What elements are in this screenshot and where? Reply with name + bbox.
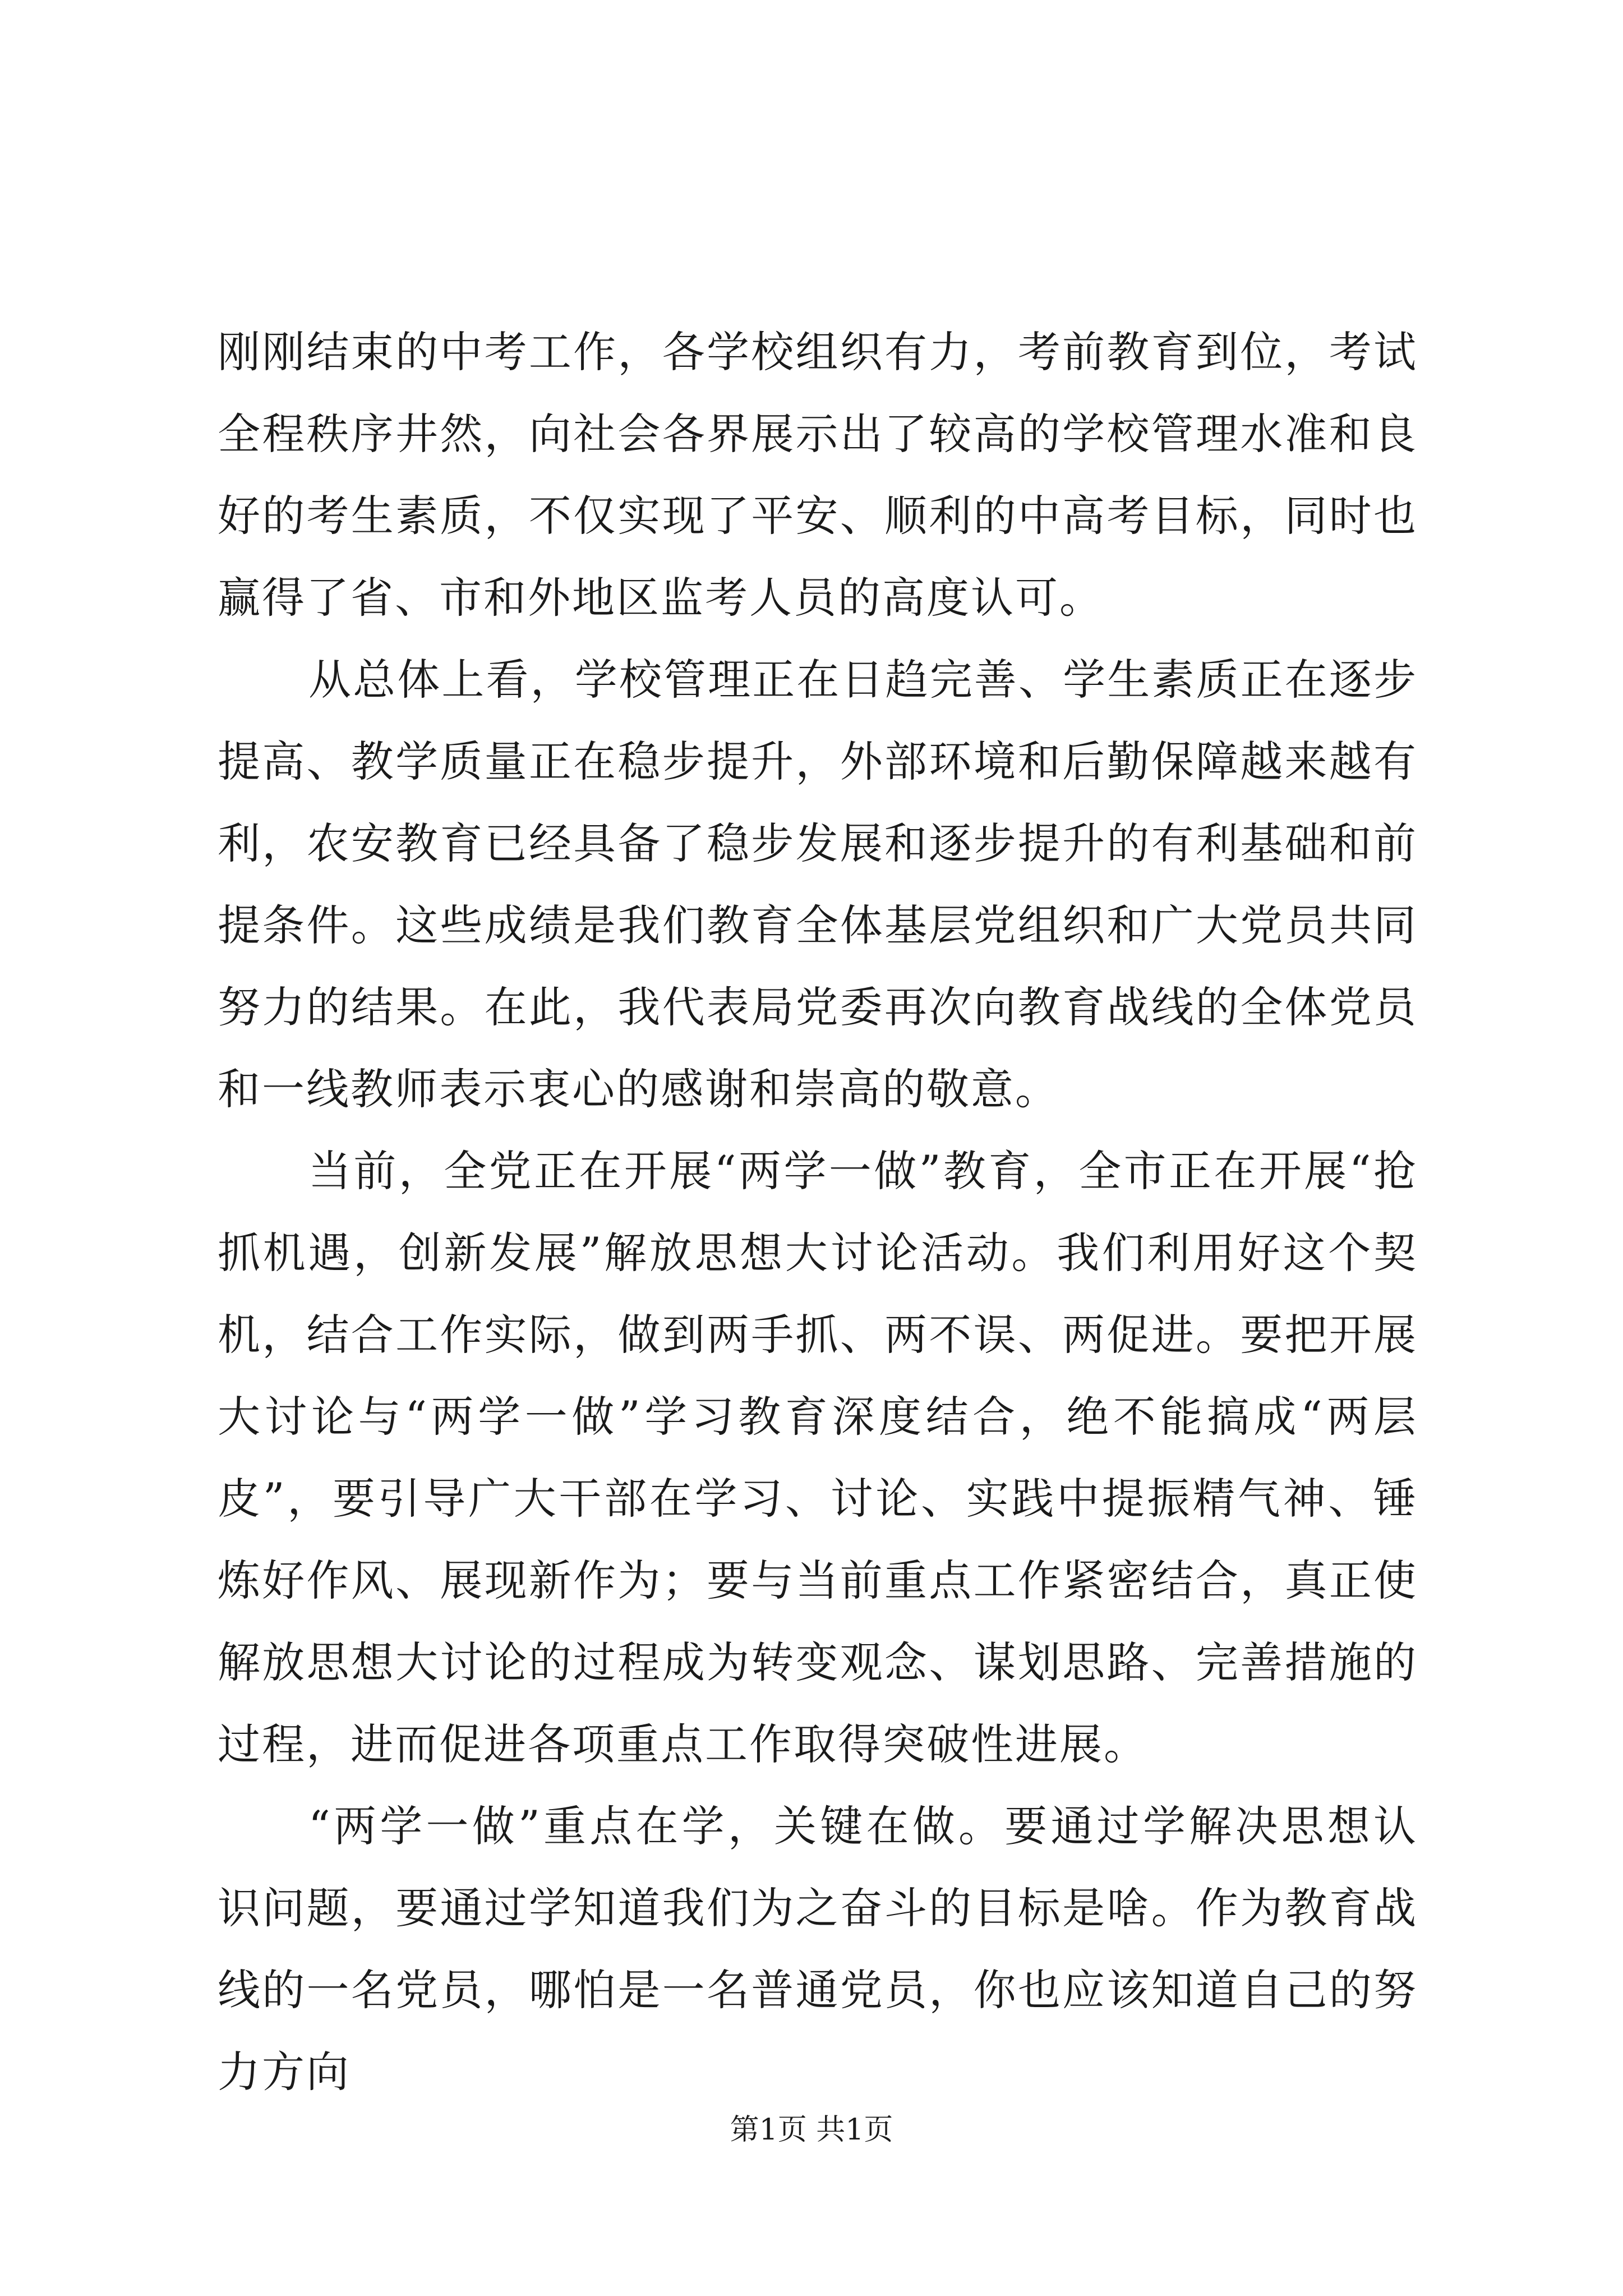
- paragraph-3: 当前，全党正在开展“两学一做”教育，全市正在开展“抢抓机遇，创新发展”解放思想大讨论活动。我们利用好这个契机，结合工作实际，做到两手抓、两不误、两促进。要把开展大讨论与“两学一做”学习教育深度结合，绝不能搞成“两层皮”，要引导广大干部在学习、讨论、实践中提振精气神、锤炼好作风、展现新作为；要与当前重点工作紧密结合，真正使解放思想大讨论的过程成为转变观念、谋划思路、完善措施的过程，进而促进各项重点工作取得突破性进展。: [218, 1146, 1418, 1769]
- paragraph-1: 刚刚结束的中考工作，各学校组织有力，考前教育到位，考试全程秩序井然，向社会各界展示出了较高的学校管理水准和良好的考生素质，不仅实现了平安、顺利的中高考目标，同时也赢得了省、市和外地区监考人员的高度认可。: [218, 327, 1418, 623]
- paragraph-2: 从总体上看，学校管理正在日趋完善、学生素质正在逐步提高、教学质量正在稳步提升，外部环境和后勤保障越来越有利，农安教育已经具备了稳步发展和逐步提升的有利基础和前提条件。这些成绩是我们教育全体基层党组织和广大党员共同努力的结果。在此，我代表局党委再次向教育战线的全体党员和一线教师表示衷心的感谢和崇高的敬意。: [218, 655, 1418, 1114]
- paragraph-4: “两学一做”重点在学，关键在做。要通过学解决思想认识问题，要通过学知道我们为之奋斗的目标是啥。作为教育战线的一名党员，哪怕是一名普通党员，你也应该知道自己的努力方向: [218, 1801, 1418, 2097]
- page-footer: 第1页 共1页: [730, 2113, 893, 2147]
- document-body: [218, 311, 1418, 2113]
